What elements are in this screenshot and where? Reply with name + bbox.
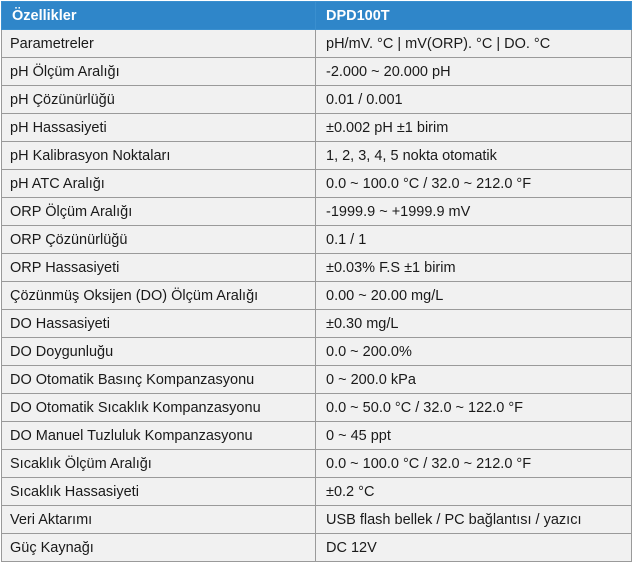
row-value: 0 ~ 200.0 kPa xyxy=(316,366,632,394)
header-features: Özellikler xyxy=(2,2,316,30)
row-value: 0.1 / 1 xyxy=(316,226,632,254)
row-label: pH ATC Aralığı xyxy=(2,170,316,198)
row-value: 0.0 ~ 100.0 °C / 32.0 ~ 212.0 °F xyxy=(316,450,632,478)
row-value: 0.0 ~ 100.0 °C / 32.0 ~ 212.0 °F xyxy=(316,170,632,198)
row-label: Parametreler xyxy=(2,30,316,58)
row-value: -1999.9 ~ +1999.9 mV xyxy=(316,198,632,226)
table-row xyxy=(2,142,632,170)
table-row xyxy=(2,366,632,394)
row-label: Sıcaklık Ölçüm Aralığı xyxy=(2,450,316,478)
table-row xyxy=(2,478,632,506)
row-value: ±0.30 mg/L xyxy=(316,310,632,338)
table-row xyxy=(2,338,632,366)
row-label: Veri Aktarımı xyxy=(2,506,316,534)
table-row xyxy=(2,114,632,142)
row-value: 0.01 / 0.001 xyxy=(316,86,632,114)
table-row xyxy=(2,58,632,86)
row-label: ORP Ölçüm Aralığı xyxy=(2,198,316,226)
row-value: 0 ~ 45 ppt xyxy=(316,422,632,450)
row-value: 0.0 ~ 50.0 °C / 32.0 ~ 122.0 °F xyxy=(316,394,632,422)
table-row xyxy=(2,394,632,422)
row-value: ±0.002 pH ±1 birim xyxy=(316,114,632,142)
row-label: DO Doygunluğu xyxy=(2,338,316,366)
row-label: Sıcaklık Hassasiyeti xyxy=(2,478,316,506)
row-value: 1, 2, 3, 4, 5 nokta otomatik xyxy=(316,142,632,170)
row-value: ±0.03% F.S ±1 birim xyxy=(316,254,632,282)
row-label: DO Manuel Tuzluluk Kompanzasyonu xyxy=(2,422,316,450)
table-row xyxy=(2,226,632,254)
table-header-row xyxy=(2,2,632,30)
row-label: Çözünmüş Oksijen (DO) Ölçüm Aralığı xyxy=(2,282,316,310)
row-label: ORP Çözünürlüğü xyxy=(2,226,316,254)
spec-table xyxy=(1,1,632,562)
row-value: USB flash bellek / PC bağlantısı / yazıcı xyxy=(316,506,632,534)
row-value: pH/mV. °C | mV(ORP). °C | DO. °C xyxy=(316,30,632,58)
table-row xyxy=(2,170,632,198)
row-label: pH Kalibrasyon Noktaları xyxy=(2,142,316,170)
row-value: 0.0 ~ 200.0% xyxy=(316,338,632,366)
table-row xyxy=(2,310,632,338)
row-label: DO Otomatik Basınç Kompanzasyonu xyxy=(2,366,316,394)
row-value: ±0.2 °C xyxy=(316,478,632,506)
table-row xyxy=(2,450,632,478)
row-value: -2.000 ~ 20.000 pH xyxy=(316,58,632,86)
table-row xyxy=(2,30,632,58)
table-row xyxy=(2,506,632,534)
table-row xyxy=(2,422,632,450)
row-label: pH Hassasiyeti xyxy=(2,114,316,142)
row-value: 0.00 ~ 20.00 mg/L xyxy=(316,282,632,310)
table-row xyxy=(2,534,632,562)
table-row xyxy=(2,254,632,282)
row-label: pH Çözünürlüğü xyxy=(2,86,316,114)
row-label: Güç Kaynağı xyxy=(2,534,316,562)
row-label: DO Hassasiyeti xyxy=(2,310,316,338)
row-label: ORP Hassasiyeti xyxy=(2,254,316,282)
table-row xyxy=(2,86,632,114)
row-label: pH Ölçüm Aralığı xyxy=(2,58,316,86)
row-value: DC 12V xyxy=(316,534,632,562)
header-model: DPD100T xyxy=(316,2,632,30)
table-row xyxy=(2,282,632,310)
row-label: DO Otomatik Sıcaklık Kompanzasyonu xyxy=(2,394,316,422)
table-row xyxy=(2,198,632,226)
